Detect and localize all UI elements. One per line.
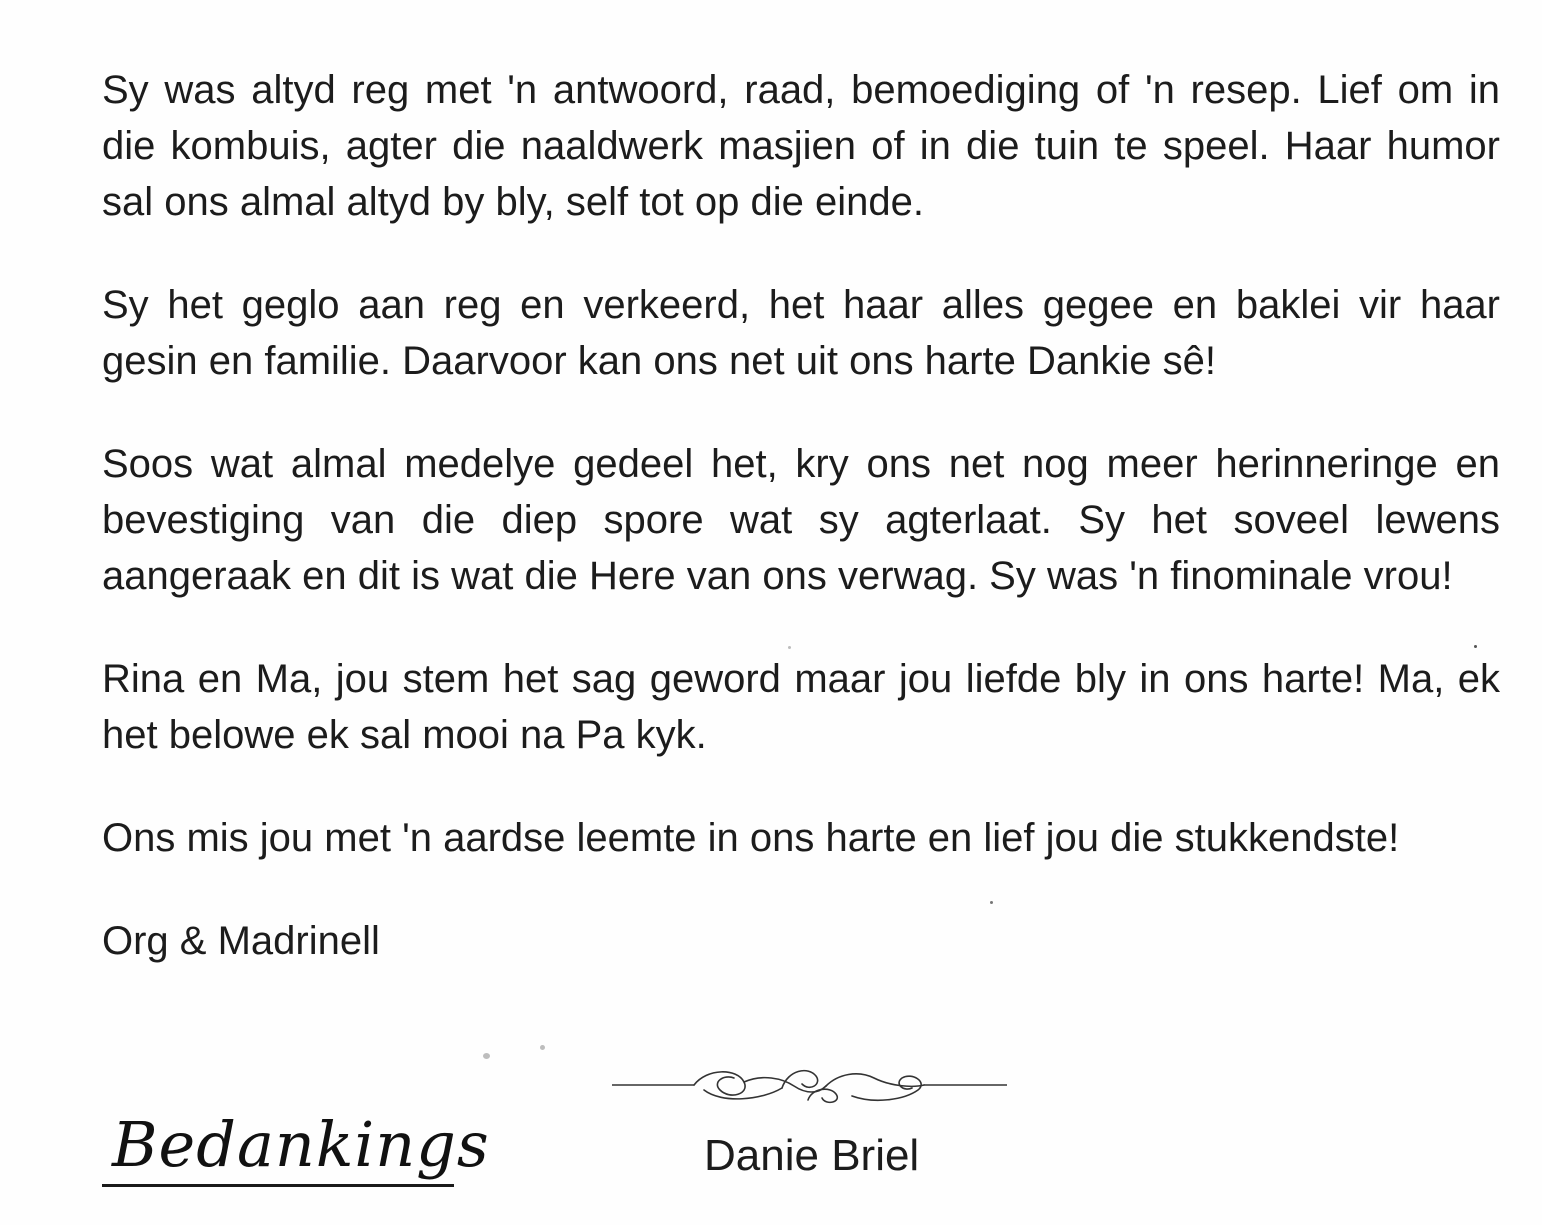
scan-speck xyxy=(990,901,993,904)
paragraph-3: Soos wat almal medelye gedeel het, kry ons net nog meer herinneringe en bevestiging van die diep spore wat sy agterlaat. Sy het soveel lewens aangeraak en dit is wat die Here van ons verwag. Sy was 'n finominale vrou! xyxy=(102,442,1500,598)
paragraph-4: Rina en Ma, jou stem het sag geword maar jou liefde bly in ons harte! Ma, ek het belowe ek sal mooi na Pa kyk. xyxy=(102,657,1500,757)
paragraph-5: Ons mis jou met 'n aardse leemte in ons harte en lief jou die stukkendste! xyxy=(102,816,1400,860)
thanks-heading-text: Bedankings xyxy=(112,1108,490,1181)
paragraph-2: Sy het geglo aan reg en verkeerd, het haar alles gegee en baklei vir haar gesin en familie. Daarvoor kan ons net uit ons harte Dankie sê! xyxy=(102,283,1500,383)
deceased-name: Danie Briel xyxy=(704,1131,920,1180)
scan-speck xyxy=(540,1045,545,1050)
scan-speck xyxy=(1474,645,1477,648)
paragraph-1: Sy was altyd reg met 'n antwoord, raad, bemoediging of 'n resep. Lief om in die kombuis, agter die naaldwerk masjien of in die tuin te speel. Haar humor sal ons almal altyd by bly, self tot op die einde. xyxy=(102,68,1500,224)
thanks-heading-underline xyxy=(102,1184,454,1187)
flourish-divider-icon xyxy=(612,1060,1007,1110)
notice-body xyxy=(102,62,1500,969)
thanks-heading xyxy=(102,1100,490,1200)
signoff-names: Org & Madrinell xyxy=(102,919,380,963)
scan-speck xyxy=(788,646,791,649)
scan-speck xyxy=(483,1053,490,1059)
